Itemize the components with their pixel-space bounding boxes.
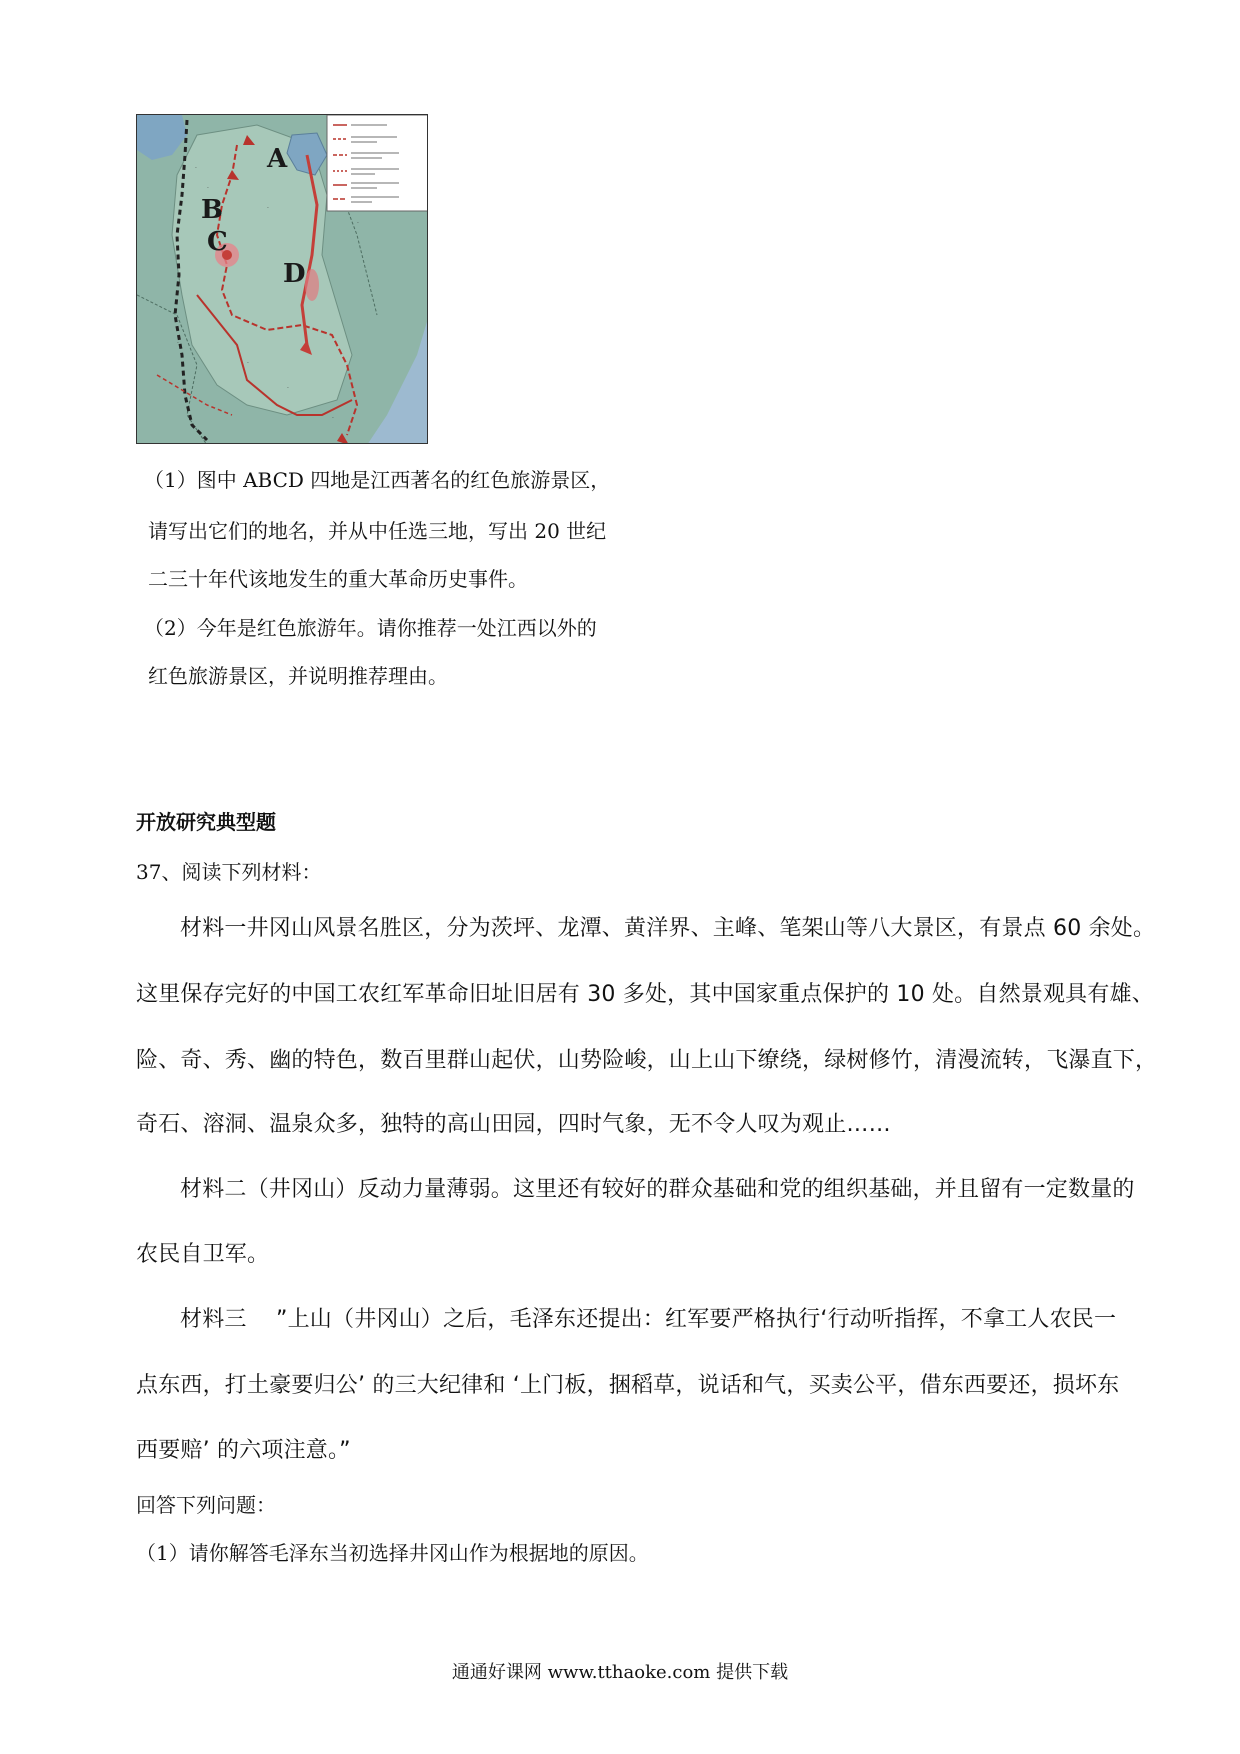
- map-label-b: B: [201, 195, 223, 225]
- map-label-d: D: [283, 259, 306, 289]
- question-line: 红色旅游景区，并说明推荐理由。: [148, 664, 448, 688]
- material-line: 险、奇、秀、幽的特色，数百里群山起伏，山势险峻，山上山下缭绕，绿树修竹，清漫流转，飞瀑直下，: [136, 1048, 1158, 1073]
- svg-text:·: ·: [195, 165, 197, 172]
- answer-question-1: （1）请你解答毛泽东当初选择井冈山作为根据地的原因。: [136, 1541, 649, 1565]
- section-heading: 开放研究典型题: [136, 810, 276, 834]
- revolution-route-map: [136, 114, 428, 444]
- answer-prompt: 回答下列问题：: [136, 1493, 276, 1517]
- question-line: （1）图中 ABCD 四地是江西著名的红色旅游景区，: [144, 468, 611, 492]
- map-image: [137, 115, 428, 444]
- material-line: 农民自卫军。: [136, 1242, 270, 1267]
- material-line: 材料三 ”上山（井冈山）之后，毛泽东还提出：红军要严格执行‘行动听指挥，不拿工人农民一: [180, 1307, 1117, 1332]
- svg-text:·: ·: [332, 415, 334, 422]
- svg-text:·: ·: [287, 385, 289, 392]
- page-footer: 通通好课网 www.tthaoke.com 提供下载: [451, 1662, 789, 1683]
- question-line: 二三十年代该地发生的重大革命历史事件。: [148, 567, 528, 591]
- svg-text:·: ·: [357, 220, 359, 227]
- svg-text:·: ·: [267, 205, 269, 212]
- question-line: （2）今年是红色旅游年。请你推荐一处江西以外的: [144, 616, 597, 640]
- material-line: 奇石、溶洞、温泉众多，独特的高山田园，四时气象，无不令人叹为观止……: [136, 1112, 891, 1137]
- svg-text:·: ·: [207, 185, 209, 192]
- question-line: 请写出它们的地名，并从中任选三地，写出 20 世纪: [148, 519, 607, 543]
- material-line: 这里保存完好的中国工农红军革命旧址旧居有 30 多处，其中国家重点保护的 10 处。自然景观具有雄、: [136, 982, 1154, 1007]
- material-line: 材料一井冈山风景名胜区，分为茨坪、龙潭、黄洋界、主峰、笔架山等八大景区，有景点 60 余处。: [180, 916, 1156, 941]
- svg-text:·: ·: [177, 340, 179, 347]
- map-label-a: A: [267, 144, 288, 174]
- material-line: 西要赔’ 的六项注意。”: [136, 1438, 351, 1463]
- material-line: 点东西，打土豪要归公’ 的三大纪律和 ‘上门板，捆稻草，说话和气，买卖公平，借东西要还，损坏东: [136, 1373, 1120, 1398]
- map-label-c: C: [207, 227, 228, 257]
- question-intro: 37、阅读下列材料：: [136, 860, 322, 884]
- svg-text:·: ·: [247, 360, 249, 367]
- material-line: 材料二（井冈山）反动力量薄弱。这里还有较好的群众基础和党的组织基础，并且留有一定数量的: [180, 1177, 1135, 1202]
